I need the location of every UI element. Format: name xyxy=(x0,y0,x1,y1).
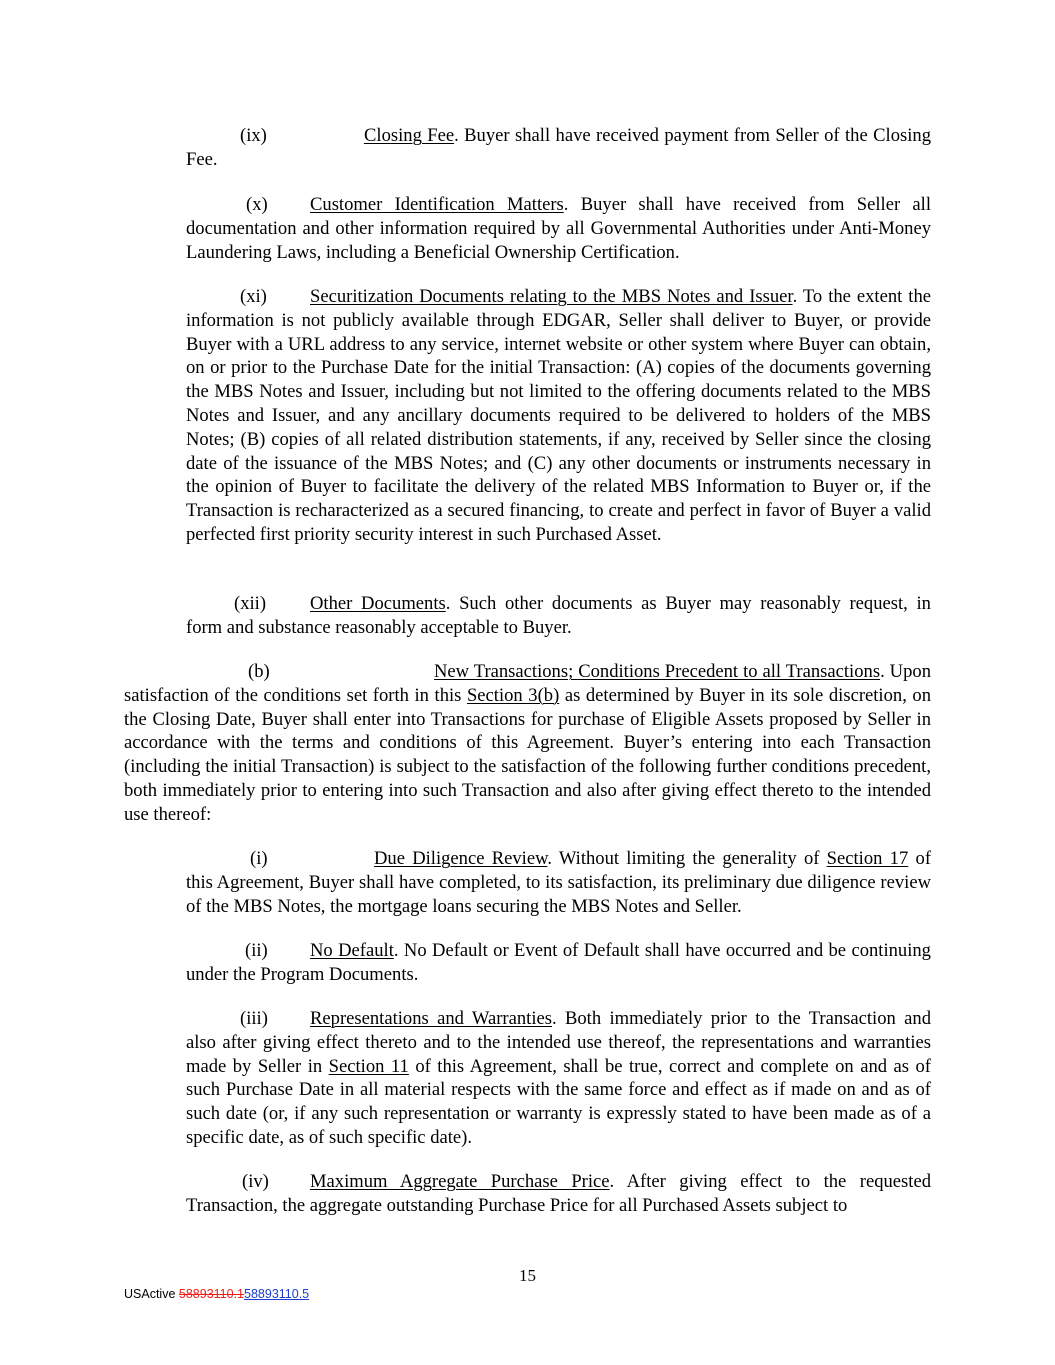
paragraph-heading: New Transactions; Conditions Precedent to all Transactions xyxy=(434,661,881,682)
document-id-footer xyxy=(124,1287,309,1301)
section-reference: Section 17 xyxy=(826,848,909,869)
paragraph-ix: (ix) Closing Fee. Buyer shall have received payment from Seller of the Closing Fee. xyxy=(186,125,931,170)
paragraph-iii: (iii) Representations and Warranties. Both immediately prior to the Transaction and also after giving effect thereto and to the intended use thereof, the representations and warranties made by Seller in Section 11 of this Agreement, shall be true, correct and complete on and as of such Purchase Date in all material respects with the same force and effect as if made on and as of such date (or, if any such representation or warranty is expressly stated to have been made as of a specific date, as of such specific date). xyxy=(186,1008,931,1148)
paragraph-ii: (ii) No Default. No Default or Event of Default shall have occurred and be continuing under the Program Documents. xyxy=(186,940,931,985)
paragraph-xi: (xi) Securitization Documents relating to the MBS Notes and Issuer. To the extent the information is not publicly available through EDGAR, Seller shall deliver to Buyer, or provide Buyer with a URL address to any service, internet website or other system where Buyer can obtain, on or prior to the Purchase Date for the initial Transaction: (A) copies of the documents governing the MBS Notes and Issuer, including but not limited to the offering documents related to the MBS Notes and Issuer, and any ancillary documents required to be delivered to holders of the MBS Notes; (B) copies of all related distribution statements, if any, received by Seller since the closing date of the issuance of the MBS Notes; and (C) any other documents or instruments necessary in the opinion of Buyer to facilitate the delivery of the related MBS Information to Buyer or, if the Transaction is recharacterized as a secured financing, to create and perfect in favor of Buyer a valid perfected first priority security interest in such Purchased Asset. xyxy=(186,286,931,545)
paragraph-text: . Buyer shall have received payment from Seller of the Closing Fee. xyxy=(186,125,931,170)
paragraph-b: (b) New Transactions; Conditions Precedent to all Transactions. Upon satisfaction of the conditions set forth in this Section 3(b) as determined by Buyer in its sole discretion, on the Closing Date, Buyer shall enter into Transactions for purchase of Eligible Assets proposed by Seller in accordance with the terms and conditions of this Agreement. Buyer’s entering into each Transaction (including the initial Transaction) is subject to the satisfaction of the following further conditions precedent, both immediately prior to entering into such Transaction and also after giving effect thereto to the intended use thereof: xyxy=(124,661,931,825)
paragraph-heading: Closing Fee xyxy=(364,125,455,146)
paragraph-text: . Buyer shall have received from Seller all documentation and other information required by all Governmental Authorities under Anti-Money Laundering Laws, including a Beneficial Ownership Certification. xyxy=(186,194,932,263)
paragraph-text: . To the extent the information is not publicly available through EDGAR, Seller shall deliver to Buyer, or provide Buyer with a URL address to any service, internet website or other system where Buyer can obtain, on or prior to the Purchase Date for the initial Transaction: (A) copies of the documents governing the MBS Notes and Issuer, including but not limited to the offering documents related to the MBS Notes and Issuer, and any ancillary documents required to be delivered to holders of the MBS Notes; (B) copies of all related distribution statements, if any, received by Seller since the closing date of the issuance of the MBS Notes; and (C) any other documents or instruments necessary in the opinion of Buyer to facilitate the delivery of the related MBS Information to Buyer or, if the Transaction is recharacterized as a secured financing, to create and perfect in favor of Buyer a valid perfected first priority security interest in such Purchased Asset. xyxy=(186,286,931,545)
paragraph-text: . After giving effect to the requested Transaction, the aggregate outstanding Purchase Price for all Purchased Assets subject to xyxy=(186,1171,931,1216)
deleted-doc-id: 58893110.1 xyxy=(178,1287,245,1301)
footer-label: USActive xyxy=(124,1287,179,1301)
paragraph-heading: Representations and Warranties xyxy=(310,1008,552,1029)
paragraph-text: . Both immediately prior to the Transaction and also after giving effect thereto and to the intended use thereof, the representations and warranties made by Seller in xyxy=(186,1008,931,1077)
paragraph-heading: Securitization Documents relating to the MBS Notes and Issuer xyxy=(310,286,793,307)
page-number: 15 xyxy=(519,1266,536,1285)
paragraph-xii: (xii) Other Documents. Such other documents as Buyer may reasonably request, in form and substance reasonably acceptable to Buyer. xyxy=(186,593,931,638)
paragraph-heading: Customer Identification Matters xyxy=(310,194,564,215)
paragraph-iv: (iv) Maximum Aggregate Purchase Price. After giving effect to the requested Transaction, the aggregate outstanding Purchase Price for all Purchased Assets subject to xyxy=(186,1171,931,1216)
paragraph-text: of this Agreement, shall be true, correct and complete on and as of such Purchase Date in all material respects with the same force and effect as if made on and as of such date (or, if any such representation or warranty is expressly stated to have been made as of a specific date, as of such specific date). xyxy=(186,1055,931,1148)
paragraph-heading: Due Diligence Review xyxy=(374,848,548,869)
paragraph-i: (i) Due Diligence Review. Without limiting the generality of Section 17 of this Agreement, Buyer shall have completed, to its satisfaction, its preliminary due diligence review of the MBS Notes, the mortgage loans securing the MBS Notes and Seller. xyxy=(186,848,932,917)
section-reference: Section 11 xyxy=(328,1055,409,1077)
section-reference: Section 3(b) xyxy=(466,684,560,706)
inserted-doc-id: 58893110.5 xyxy=(244,1287,310,1301)
paragraph-text: . Without limiting the generality of xyxy=(547,848,827,869)
paragraph-text: . No Default or Event of Default shall have occurred and be continuing under the Program Documents. xyxy=(186,940,931,985)
paragraph-heading: Other Documents xyxy=(310,593,446,614)
paragraph-text: of this Agreement, Buyer shall have completed, to its satisfaction, its preliminary due diligence review of the MBS Notes, the mortgage loans securing the MBS Notes and Seller. xyxy=(186,848,932,917)
paragraph-x: (x) Customer Identification Matters. Buyer shall have received from Seller all documentation and other information required by all Governmental Authorities under Anti-Money Laundering Laws, including a Beneficial Ownership Certification. xyxy=(186,194,932,263)
paragraph-text: . Upon satisfaction of the conditions set forth in this xyxy=(124,661,931,706)
paragraph-text: as determined by Buyer in its sole discretion, on the Closing Date, Buyer shall enter into Transactions for purchase of Eligible Assets proposed by Seller in accordance with the terms and conditions of this Agreement. Buyer’s entering into each Transaction (including the initial Transaction) is subject to the satisfaction of the following further conditions precedent, both immediately prior to entering into such Transaction and also after giving effect thereto to the intended use thereof: xyxy=(124,684,931,825)
paragraph-text: . Such other documents as Buyer may reasonably request, in form and substance reasonably acceptable to Buyer. xyxy=(186,593,931,638)
paragraph-heading: Maximum Aggregate Purchase Price xyxy=(310,1171,610,1192)
paragraph-heading: No Default xyxy=(310,940,394,961)
